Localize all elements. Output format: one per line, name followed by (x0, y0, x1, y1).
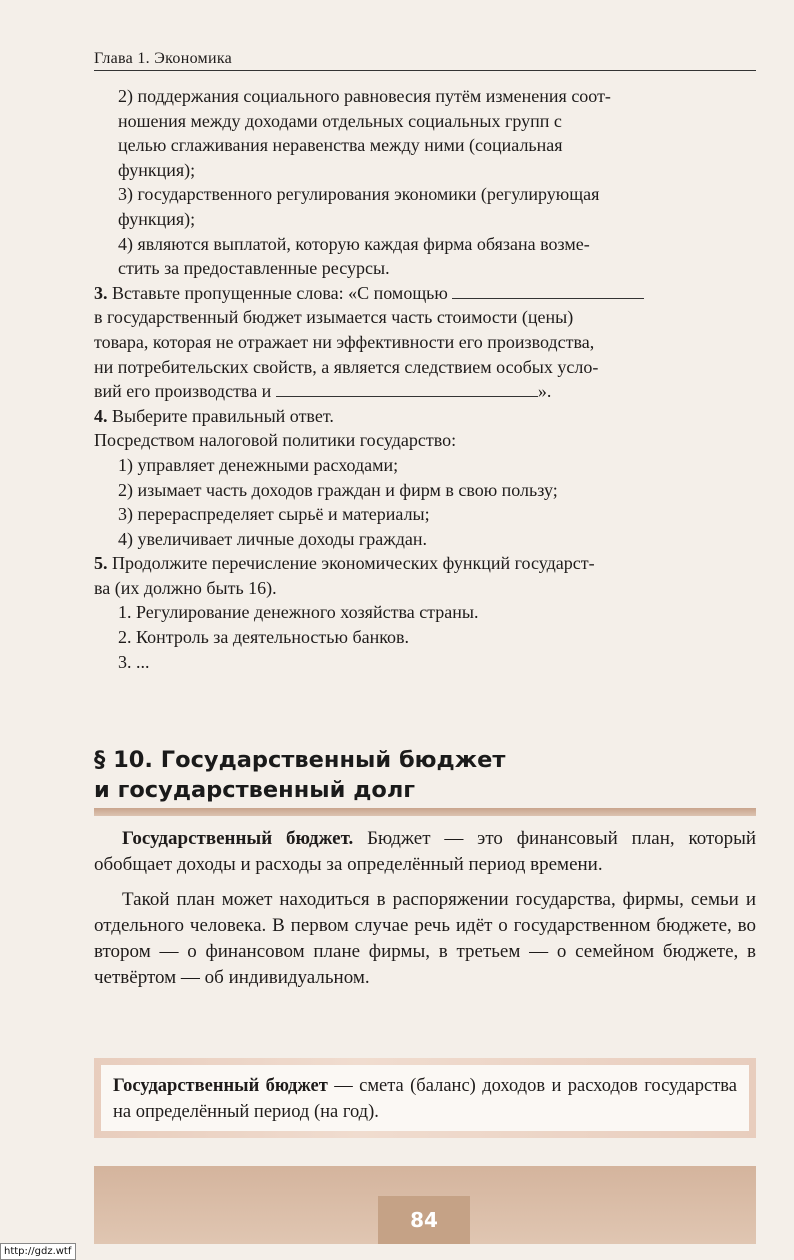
task-line: товара, которая не отражает ни эффективности его производства, (94, 331, 595, 352)
page-number: 84 (378, 1196, 470, 1244)
section-body (94, 826, 756, 996)
question-text: Продолжите перечисление экономических функций государст- (107, 553, 595, 574)
exercise-tasks (94, 84, 756, 674)
answer-option: 1) управляет денежными расходами; (118, 454, 399, 475)
task-line: целью сглаживания неравенства между ними (социальная (118, 135, 563, 156)
question-text: Выберите правильный ответ. (107, 405, 334, 426)
fill-in-blank (452, 282, 644, 299)
question-5 (94, 551, 756, 576)
task-line: 3) государственного регулирования экономики (регулирующая (118, 184, 600, 205)
question-number: 4. (94, 405, 108, 426)
fill-in-blank (276, 380, 538, 397)
list-item: 3. ... (118, 651, 150, 672)
definition-text: — смета (баланс) доходов и расходов государства на определённый период (на год). (113, 1076, 737, 1122)
task-line: в государственный бюджет изымается часть стоимости (цены) (94, 307, 574, 328)
list-item: 1. Регулирование денежного хозяйства страны. (118, 602, 479, 623)
paragraph-heading: Государственный бюджет. (122, 828, 354, 849)
question-3 (94, 281, 756, 306)
task-line: функция); (118, 208, 196, 229)
task-line: стить за предоставленные ресурсы. (118, 258, 390, 279)
task-line: Посредством налоговой политики государство: (94, 430, 457, 451)
section-title-line: § 10. Государственный бюджет (94, 747, 506, 773)
task-line: ни потребительских свойств, а является следствием особых усло- (94, 356, 599, 377)
task-line: 4) являются выплатой, которую каждая фирма обязана возме- (118, 233, 590, 254)
watermark-link[interactable]: http://gdz.wtf (0, 1243, 76, 1260)
task-line: 2) поддержания социального равновесия путём изменения соот- (118, 86, 611, 106)
section-title (94, 745, 756, 805)
question-number: 5. (94, 553, 108, 574)
paragraph (94, 826, 756, 879)
list-item: 2. Контроль за деятельностью банков. (118, 627, 410, 648)
task-line: ва (их должно быть 16). (94, 577, 277, 598)
answer-option: 3) перераспределяет сырьё и материалы; (118, 504, 430, 525)
answer-option: 2) изымает часть доходов граждан и фирм в свою пользу; (118, 479, 558, 500)
task-line: ношения между доходами отдельных социальных групп с (118, 110, 562, 131)
task-text: ». (537, 381, 552, 402)
task-text: вий его производства и (94, 381, 276, 402)
task-line (94, 379, 756, 404)
section-title-line: и государственный долг (94, 777, 416, 803)
paragraph: Такой план может находиться в распоряжении государства, фирмы, семьи и отдельного человека. В первом случае речь идёт о государственном бюджете, во втором — о финансовом плане фирмы, в третьем — о семейном бюджете, в четвёртом — об индивидуальном. (94, 888, 756, 989)
task-line: функция); (118, 159, 196, 180)
paragraph-text: Бюджет — это финансовый план, который обобщает доходы и расходы за определённый период времени. (94, 828, 756, 876)
section-divider (94, 808, 756, 816)
definition-box (94, 1058, 756, 1138)
chapter-header: Глава 1. Экономика (94, 50, 756, 71)
question-text: Вставьте пропущенные слова: «С помощью (107, 282, 453, 303)
definition-content (101, 1065, 749, 1131)
answer-option: 4) увеличивает личные доходы граждан. (118, 528, 428, 549)
definition-term: Государственный бюджет (113, 1076, 328, 1096)
question-number: 3. (94, 282, 108, 303)
question-4 (94, 404, 756, 429)
